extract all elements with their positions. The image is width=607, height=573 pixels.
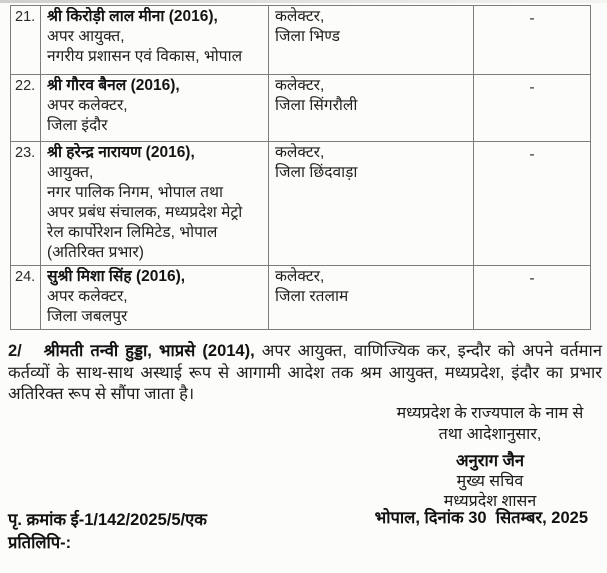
officer-name: श्री गौरव बैनल (2016), — [47, 77, 180, 94]
officer-cell — [41, 266, 269, 330]
signatory-organization: मध्यप्रदेश शासन — [443, 493, 537, 510]
officer-designation: आयुक्त, — [47, 164, 94, 181]
officer-name: श्री हरेन्द्र नारायण (2016), — [47, 144, 195, 161]
officer-cell — [41, 75, 269, 142]
officer-office: जिला जबलपुर — [47, 308, 128, 325]
new-district: जिला छिंदवाड़ा — [275, 164, 358, 181]
on-behalf-line: मध्यप्रदेश के राज्यपाल के नाम से — [396, 405, 584, 422]
signatory-designation: मुख्य सचिव — [456, 472, 524, 490]
remark-cell: - — [474, 75, 591, 142]
new-district: जिला रतलाम — [275, 288, 349, 305]
new-post: कलेक्टर, — [275, 268, 325, 285]
serial-number: 23. — [11, 142, 41, 266]
serial-number: 22. — [11, 75, 41, 142]
officer-designation: अपर कलेक्टर, — [47, 97, 128, 114]
posting-cell — [269, 75, 474, 142]
scan-edge-artifact — [0, 0, 607, 3]
officer-name: सुश्री मिशा सिंह (2016), — [47, 268, 186, 285]
officer-designation: अपर आयुक्त, — [47, 28, 125, 45]
posting-cell — [269, 6, 474, 75]
officer-office: (अतिरिक्त प्रभार) — [47, 244, 144, 261]
officer-cell — [41, 142, 269, 266]
by-order-line: तथा आदेशानुसार, — [438, 425, 542, 443]
new-district: जिला सिंगरौली — [275, 97, 358, 114]
remark-cell: - — [474, 142, 591, 266]
serial-number: 21. — [11, 6, 41, 75]
officer-office: जिला इंदौर — [47, 117, 108, 134]
signatory-name: अनुराग जैन — [455, 452, 525, 470]
table-row — [11, 266, 591, 330]
posting-cell — [269, 142, 474, 266]
copy-to-label: प्रतिलिपि-: — [8, 534, 72, 552]
paragraph-2 — [8, 341, 602, 406]
new-post: कलेक्टर, — [275, 144, 325, 161]
paragraph-body: अपर आयुक्त, वाणिज्यिक कर, इन्दौर को अपने वर्तमान कर्तव्यों के साथ-साथ अस्थाई रूप से आगामी आदेश तक श्रम आयुक्त, मध्यप्रदेश, इंदौर का प्रभार अतिरिक्त रूप से सौंपा जाता है। — [8, 342, 602, 403]
officer-office: रेल कार्पोरेशन लिमिटेड, भोपाल — [47, 224, 218, 241]
officer-name: श्री किरोड़ी लाल मीना (2016), — [47, 8, 218, 25]
paragraph-number: 2/ — [8, 342, 22, 360]
officer-cell — [41, 6, 269, 75]
remark-cell: - — [474, 6, 591, 75]
serial-number: 24. — [11, 266, 41, 330]
officer-office: अपर प्रबंध संचालक, मध्यप्रदेश मेट्रो — [47, 204, 243, 221]
officer-designation: अपर कलेक्टर, — [47, 288, 128, 305]
new-post: कलेक्टर, — [275, 8, 325, 25]
place-date-line: भोपाल, दिनांक 30 सितम्बर, 2025 — [374, 509, 588, 527]
posting-cell — [269, 266, 474, 330]
officer-office: नगरीय प्रशासन एवं विकास, भोपाल — [47, 48, 243, 65]
table-row — [11, 142, 591, 266]
officer-name-bold: श्रीमती तन्वी हुड्डा, भाप्रसे (2014), — [43, 342, 255, 360]
transfer-order-table — [10, 5, 591, 330]
table-row — [11, 75, 591, 142]
remark-cell: - — [474, 266, 591, 330]
signature-block — [372, 404, 607, 513]
officer-office: नगर पालिक निगम, भोपाल तथा — [47, 184, 224, 201]
new-district: जिला भिण्ड — [275, 28, 340, 45]
table-row — [11, 6, 591, 75]
new-post: कलेक्टर, — [275, 77, 325, 94]
reference-number: पृ. क्रमांक ई-1/142/2025/5/एक — [8, 511, 207, 529]
